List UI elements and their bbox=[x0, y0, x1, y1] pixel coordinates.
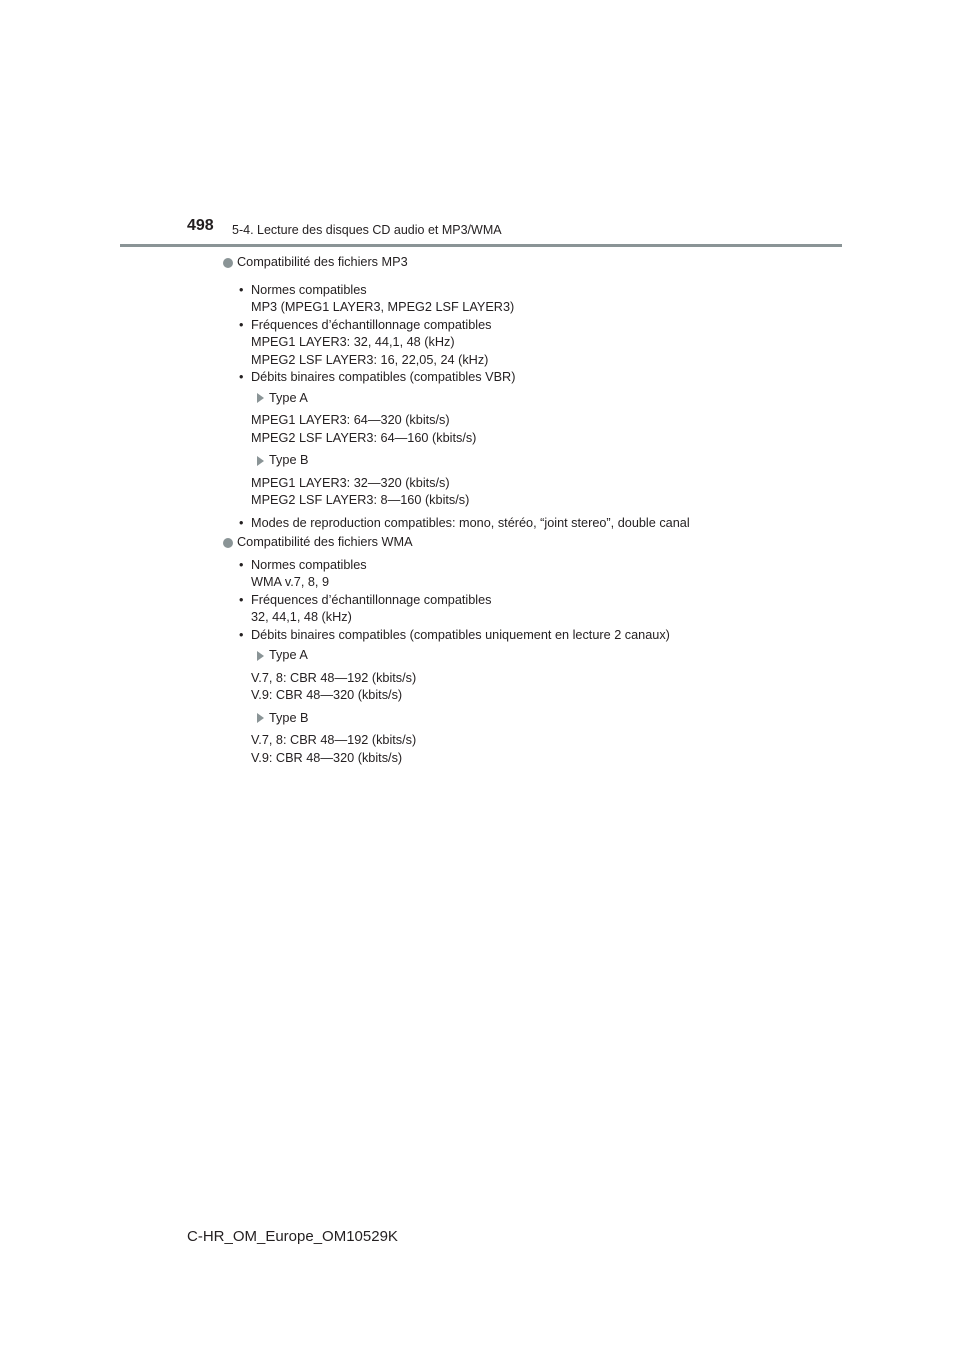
triangle-right-icon bbox=[257, 651, 264, 661]
wma-type-b-values bbox=[223, 732, 823, 767]
document-code: C-HR_OM_Europe_OM10529K bbox=[187, 1228, 398, 1245]
wma-standards-value: WMA v.7, 8, 9 bbox=[251, 575, 330, 589]
mp3-modes-text: Modes de reproduction compatibles: mono, stéréo, “joint stereo”, double canal bbox=[251, 515, 690, 530]
wma-title: Compatibilité des fichiers WMA bbox=[237, 535, 413, 549]
mp3-type-b-line2: MPEG2 LSF LAYER3: 8—160 (kbits/s) bbox=[251, 493, 470, 507]
mp3-type-b-label: Type B bbox=[269, 453, 309, 467]
mp3-freq-line1: MPEG1 LAYER3: 32, 44,1, 48 (kHz) bbox=[251, 335, 455, 349]
mp3-type-b-values bbox=[223, 475, 823, 510]
mp3-bitrate-label: Débits binaires compatibles (compatibles VBR) bbox=[251, 370, 516, 384]
list-bullet: • bbox=[239, 515, 244, 530]
page-header bbox=[0, 0, 960, 250]
mp3-type-b-line1: MPEG1 LAYER3: 32—320 (kbits/s) bbox=[251, 475, 450, 490]
mp3-freq-line2: MPEG2 LSF LAYER3: 16, 22,05, 24 (kHz) bbox=[251, 352, 489, 367]
wma-type-a-line2: V.9: CBR 48—320 (kbits/s) bbox=[251, 688, 403, 702]
mp3-type-a-heading bbox=[223, 390, 823, 408]
wma-type-a-values bbox=[223, 670, 823, 705]
mp3-standards-value: MP3 (MPEG1 LAYER3, MPEG2 LSF LAYER3) bbox=[251, 300, 515, 314]
wma-standards bbox=[223, 557, 823, 592]
triangle-right-icon bbox=[257, 393, 264, 403]
mp3-modes bbox=[223, 515, 823, 533]
triangle-right-icon bbox=[257, 456, 264, 466]
list-bullet: • bbox=[239, 370, 244, 384]
triangle-right-icon bbox=[257, 713, 264, 723]
list-bullet: • bbox=[239, 282, 244, 297]
circle-bullet-icon bbox=[223, 538, 233, 548]
mp3-bitrates bbox=[223, 369, 823, 387]
mp3-type-b-heading bbox=[223, 452, 823, 470]
mp3-type-a-line2: MPEG2 LSF LAYER3: 64—160 (kbits/s) bbox=[251, 430, 477, 445]
list-bullet: • bbox=[239, 627, 244, 642]
wma-type-b-line1: V.7, 8: CBR 48—192 (kbits/s) bbox=[251, 733, 417, 747]
page-number: 498 bbox=[187, 217, 214, 234]
mp3-title: Compatibilité des fichiers MP3 bbox=[237, 255, 408, 269]
header-divider bbox=[120, 244, 842, 247]
wma-type-a-line1: V.7, 8: CBR 48—192 (kbits/s) bbox=[251, 670, 417, 685]
wma-bitrates bbox=[223, 627, 823, 645]
wma-freq-label: Fréquences d’échantillonnage compatibles bbox=[251, 592, 492, 607]
wma-standards-label: Normes compatibles bbox=[251, 557, 367, 572]
wma-section-heading bbox=[223, 534, 823, 552]
wma-bitrate-label: Débits binaires compatibles (compatibles uniquement en lecture 2 canaux) bbox=[251, 627, 670, 642]
mp3-frequencies bbox=[223, 317, 823, 370]
circle-bullet-icon bbox=[223, 258, 233, 268]
wma-type-b-line2: V.9: CBR 48—320 (kbits/s) bbox=[251, 750, 403, 765]
wma-freq-value: 32, 44,1, 48 (kHz) bbox=[251, 610, 352, 624]
wma-type-a-heading bbox=[223, 647, 823, 665]
mp3-freq-label: Fréquences d’échantillonnage compatibles bbox=[251, 317, 492, 332]
page-content bbox=[223, 254, 823, 767]
section-title: 5-4. Lecture des disques CD audio et MP3/WMA bbox=[232, 223, 502, 237]
list-bullet: • bbox=[239, 592, 244, 607]
mp3-type-a-label: Type A bbox=[269, 390, 308, 405]
wma-type-b-heading bbox=[223, 710, 823, 728]
list-bullet: • bbox=[239, 317, 244, 332]
wma-type-a-label: Type A bbox=[269, 648, 308, 662]
mp3-section-heading bbox=[223, 254, 823, 272]
wma-type-b-label: Type B bbox=[269, 710, 309, 725]
mp3-standards bbox=[223, 282, 823, 317]
mp3-standards-label: Normes compatibles bbox=[251, 282, 367, 297]
mp3-type-a-line1: MPEG1 LAYER3: 64—320 (kbits/s) bbox=[251, 413, 450, 427]
wma-frequencies bbox=[223, 592, 823, 627]
mp3-type-a-values bbox=[223, 412, 823, 447]
list-bullet: • bbox=[239, 557, 244, 572]
